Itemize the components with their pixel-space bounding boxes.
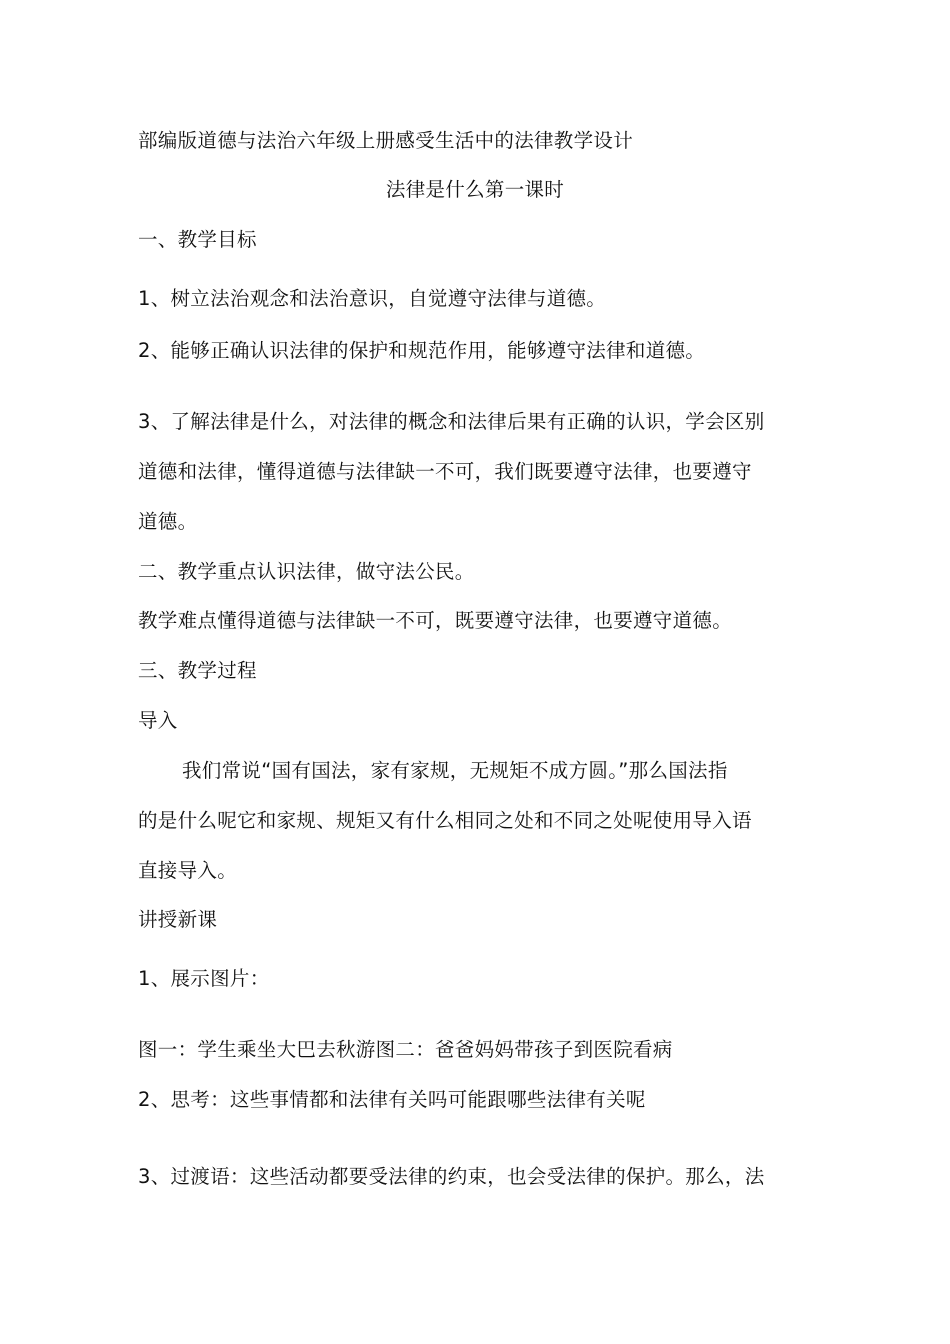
key-point: 二、教学重点认识法律，做守法公民。 (138, 560, 475, 583)
pictures-line: 图一：学生乘坐大巴去秋游图二：爸爸妈妈带孩子到医院看病 (138, 1038, 673, 1061)
goal-3-line-3: 道德。 (138, 510, 198, 533)
difficulty: 教学难点懂得道德与法律缺一不可，既要遵守法律，也要遵守道德。 (138, 609, 733, 632)
intro-line-2: 的是什么呢它和家规、规矩又有什么相同之处和不同之处呢使用导入语 (138, 809, 752, 832)
goal-3-line-1: 3、了解法律是什么，对法律的概念和法律后果有正确的认识，学会区别 (138, 410, 765, 433)
intro-line-1: 我们常说“国有国法，家有家规，无规矩不成方圆。”那么国法指 (182, 759, 728, 782)
step-3: 3、过渡语：这些活动都要受法律的约束，也会受法律的保护。那么，法 (138, 1165, 765, 1188)
goal-2: 2、能够正确认识法律的保护和规范作用，能够遵守法律和道德。 (138, 339, 706, 362)
document-title: 部编版道德与法治六年级上册感受生活中的法律教学设计 (138, 129, 634, 152)
step-2: 2、思考：这些事情都和法律有关吗可能跟哪些法律有关呢 (138, 1088, 646, 1111)
document-subtitle: 法律是什么第一课时 (385, 178, 565, 201)
process-heading: 三、教学过程 (138, 659, 257, 682)
goals-heading: 一、教学目标 (138, 228, 257, 251)
goal-1: 1、树立法治观念和法治意识，自觉遵守法律与道德。 (138, 287, 607, 310)
step-1: 1、展示图片： (138, 967, 270, 990)
intro-heading: 导入 (138, 709, 178, 732)
new-lesson-heading: 讲授新课 (138, 908, 218, 931)
intro-line-3: 直接导入。 (138, 859, 238, 882)
goal-3-line-2: 道德和法律，懂得道德与法律缺一不可，我们既要遵守法律，也要遵守 (138, 460, 752, 483)
